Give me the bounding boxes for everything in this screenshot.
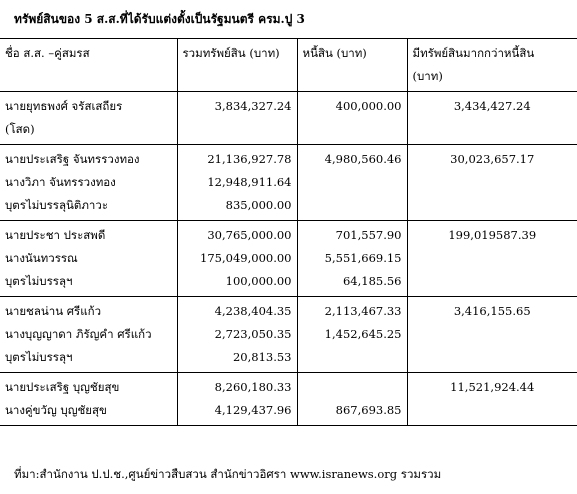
net-worth-cell: [407, 92, 577, 145]
member-name: นายประเสริฐ บุญชัยสุข: [5, 380, 120, 394]
liabilities-cell: [297, 221, 407, 297]
liabilities-cell: [297, 145, 407, 221]
member-name: บุตรไม่บรรลุฯ: [5, 274, 73, 288]
header-net: มีทรัพย์สินมากกว่าหนี้สิน (บาท): [407, 39, 577, 92]
net-worth-value: 30,023,657.17: [450, 152, 535, 166]
net-worth-value: 3,416,155.65: [453, 304, 531, 318]
liability-value: 2,113,467.33: [324, 304, 402, 318]
table-header-row: [0, 39, 577, 92]
liability-value: [303, 171, 402, 194]
member-name: นางนันทวรรณ: [5, 251, 78, 265]
table-row: [0, 145, 577, 221]
member-name: นายประชา ประสพดี: [5, 228, 106, 242]
liability-value: [303, 118, 402, 141]
liability-value: 701,557.90: [335, 228, 402, 242]
table-row: [0, 297, 577, 373]
net-worth-cell: [407, 145, 577, 221]
member-name: นางวิภา จันทรรวงทอง: [5, 175, 116, 189]
member-name: นางบุญญาดา ภิรัญคำ ศรีแก้ว: [5, 327, 152, 341]
net-worth-cell: [407, 297, 577, 373]
member-name: นายชลน่าน ศรีแก้ว: [5, 304, 102, 318]
liability-value: 1,452,645.25: [324, 327, 402, 341]
member-name: บุตรไม่บรรลุนิติภาวะ: [5, 198, 109, 212]
assets-cell: [177, 297, 297, 373]
liabilities-cell: [297, 373, 407, 426]
net-worth-value: 199,019587.39: [448, 228, 537, 242]
assets-cell: [177, 92, 297, 145]
member-names-cell: [0, 221, 177, 297]
liability-value: 5,551,669.15: [324, 251, 402, 265]
asset-value: 30,765,000.00: [207, 228, 292, 242]
asset-value: 21,136,927.78: [207, 152, 292, 166]
assets-cell: [177, 221, 297, 297]
asset-value: 12,948,911.64: [207, 175, 292, 189]
asset-value: 8,260,180.33: [214, 380, 292, 394]
assets-cell: [177, 373, 297, 426]
member-names-cell: [0, 145, 177, 221]
member-names-cell: [0, 92, 177, 145]
liability-value: [303, 376, 402, 399]
member-name: (โสด): [5, 122, 35, 136]
net-worth-cell: [407, 221, 577, 297]
asset-value: 175,049,000.00: [200, 251, 292, 265]
header-name: ชื่อ ส.ส. –คู่สมรส: [0, 39, 177, 92]
net-worth-cell: [407, 373, 577, 426]
liabilities-cell: [297, 297, 407, 373]
member-name: นางคู่ขวัญ บุญชัยสุข: [5, 403, 107, 417]
asset-value: 3,834,327.24: [214, 99, 292, 113]
page-title: ทรัพย์สินของ 5 ส.ส.ที่ได้รับแต่งตั้งเป็นรัฐมนตรี ครม.ปู 3: [14, 12, 305, 26]
asset-value: 4,129,437.96: [214, 403, 292, 417]
asset-value: 4,238,404.35: [214, 304, 292, 318]
asset-value: 100,000.00: [225, 274, 292, 288]
liability-value: 400,000.00: [335, 99, 402, 113]
asset-value: [183, 118, 292, 141]
header-assets: รวมทรัพย์สิน (บาท): [177, 39, 297, 92]
member-name: นายประเสริฐ จันทรรวงทอง: [5, 152, 140, 166]
liabilities-cell: [297, 92, 407, 145]
liability-value: [303, 346, 402, 369]
assets-table: [0, 38, 577, 426]
net-worth-value: 3,434,427.24: [453, 99, 531, 113]
liability-value: 64,185.56: [342, 274, 402, 288]
table-row: [0, 92, 577, 145]
member-names-cell: [0, 297, 177, 373]
asset-value: 2,723,050.35: [214, 327, 292, 341]
member-name: นายยุทธพงศ์ จรัสเสถียร: [5, 99, 123, 113]
net-worth-value: 11,521,924.44: [450, 380, 535, 394]
asset-value: 20,813.53: [232, 350, 292, 364]
source-note: ที่มา:สำนักงาน ป.ป.ช.,ศูนย์ข่าวสืบสวน สำนักข่าวอิศรา www.isranews.org รวมรวม: [14, 467, 442, 481]
liability-value: 4,980,560.46: [324, 152, 402, 166]
table-row: [0, 373, 577, 426]
liability-value: [303, 194, 402, 217]
table-row: [0, 221, 577, 297]
assets-cell: [177, 145, 297, 221]
asset-value: 835,000.00: [225, 198, 292, 212]
member-name: บุตรไม่บรรลุฯ: [5, 350, 73, 364]
liability-value: 867,693.85: [335, 403, 402, 417]
header-liabilities: หนี้สิน (บาท): [297, 39, 407, 92]
member-names-cell: [0, 373, 177, 426]
